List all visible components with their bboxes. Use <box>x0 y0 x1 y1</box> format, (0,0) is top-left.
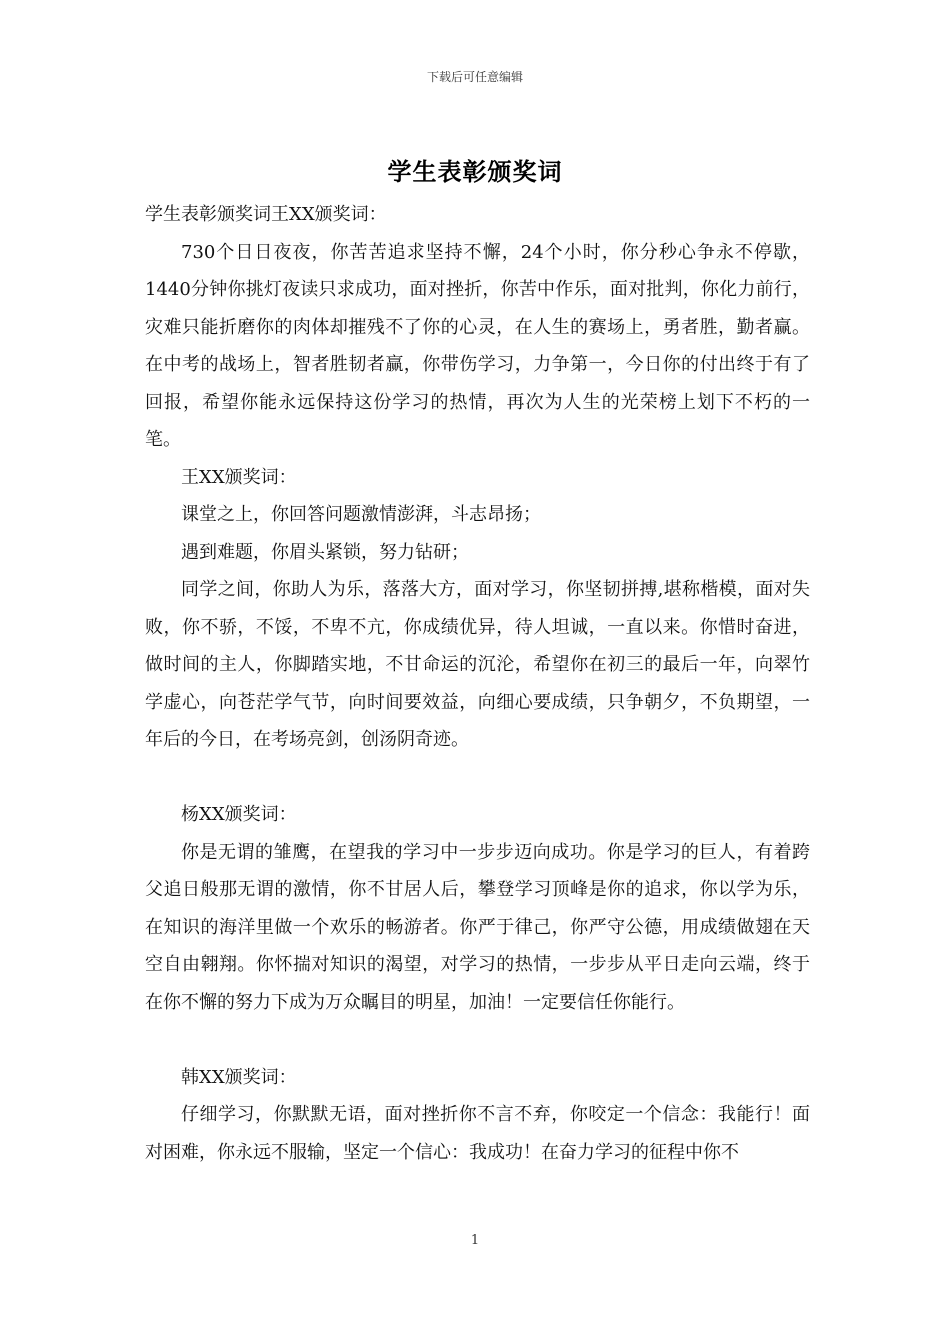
paragraph-gap <box>145 1021 810 1059</box>
page-number: 1 <box>470 1233 480 1248</box>
heading-han-award: 韩XX颁奖词： <box>181 1066 297 1088</box>
paragraph-classroom: 课堂之上，你回答问题激情澎湃，斗志昂扬； <box>181 504 541 525</box>
paragraph-han-award-text: 仔细学习，你默默无语，面对挫折你不言不弃，你咬定一个信念：我能行！面对困难，你永远不服输，坚定一个信心：我成功！在奋力学习的征程中你不 <box>145 1104 810 1163</box>
paragraph-yang-award-text: 你是无谓的雏鹰，在望我的学习中一步步迈向成功。你是学习的巨人，有着跨父追日般那无谓的激情，你不甘居人后，攀登学习顶峰是你的追求，你以学为乐，在知识的海洋里做一个欢乐的畅游者。你严于律己，你严守公德，用成绩做翅在天空自由翱翔。你怀揣对知识的渴望，对学习的热情，一步步从平日走向云端，终于在你不懈的努力下成为万众瞩目的明星，加油！一定要信任你能行。 <box>145 841 810 1013</box>
heading-wang-award: 王XX颁奖词： <box>181 466 297 488</box>
document-body <box>145 196 810 1171</box>
header-note: 下载后可任意编辑 <box>426 70 523 84</box>
paragraph-wang-award-text: 730个日日夜夜，你苦苦追求坚持不懈，24个小时，你分秒心争永不停歇，1440分钟你挑灯夜读只求成功，面对挫折，你苦中作乐，面对批判，你化力前行，灾难只能折磨你的肉体却摧残不了你的心灵，在人生的赛场上，勇者胜，勤者赢。在中考的战场上，智者胜韧者赢，你带伤学习，力争第一，今日你的付出终于有了回报，希望你能永远保持这份学习的热情，再次为人生的光荣榜上划下不朽的一笔。 <box>145 241 810 450</box>
paragraph-difficulty: 遇到难题，你眉头紧锁，努力钻研； <box>181 541 469 563</box>
intro-paragraph: 学生表彰颁奖词王XX颁奖词： <box>145 204 387 225</box>
document-title: 学生表彰颁奖词 <box>387 157 563 186</box>
paragraph-classmates: 同学之间，你助人为乐，落落大方，面对学习，你坚韧拼搏,堪称楷模，面对失败，你不骄，不馁，不卑不亢，你成绩优异，待人坦诚，一直以来。你惜时奋进，做时间的主人，你脚踏实地，不甘命运的沉沦，希望你在初三的最后一年，向翠竹学虚心，向苍茫学气节，向时间要效益，向细心要成绩，只争朝夕，不负期望，一年后的今日，在考场亮剑，创汤阴奇迹。 <box>145 579 810 750</box>
paragraph-gap <box>145 759 810 797</box>
heading-yang-award: 杨XX颁奖词： <box>181 804 297 825</box>
